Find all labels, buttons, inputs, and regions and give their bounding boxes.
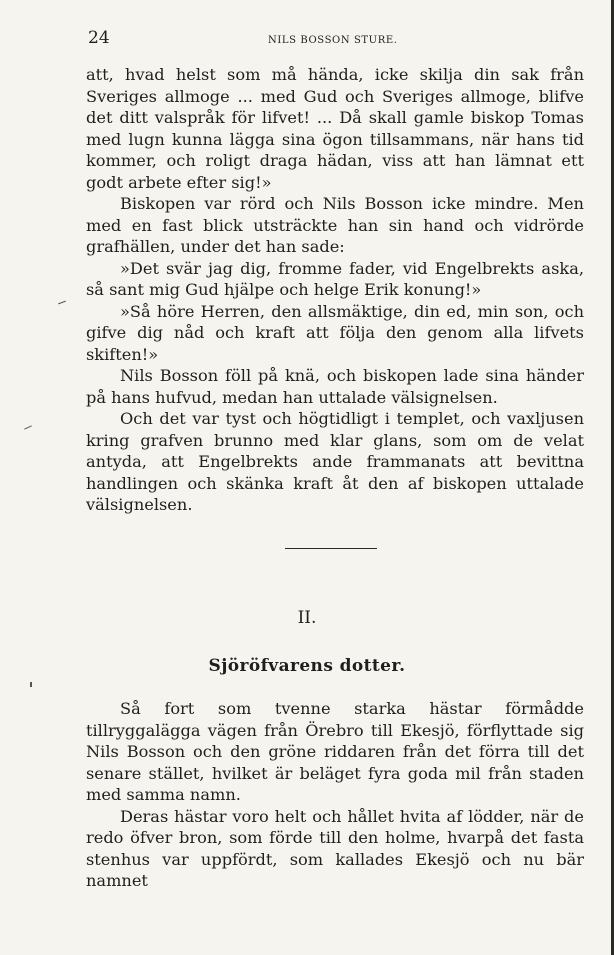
paragraph: Biskopen var rörd och Nils Bosson icke mindre. Men med en fast blick utsträckte han sin hand och vidrörde grafhällen, under det han sade:: [86, 194, 584, 256]
paragraph: Och det var tyst och högtidligt i templet, och vaxljusen kring grafven brunno med klar glans, som om de velat antyda, att Engelbrekts ande frammanats att bevittna handlingen och skänka kraft åt den af biskopen uttalade välsignelsen.: [86, 409, 584, 514]
margin-mark: [24, 425, 32, 429]
paragraph: »Det svär jag dig, fromme fader, vid Engelbrekts aska, så sant mig Gud hjälpe och helge Erik konung!»: [86, 258, 584, 299]
page-number: 24: [88, 28, 110, 48]
paragraph-continued: att, hvad helst som må hända, icke skilja din sak från Sveriges allmoge ... med Gud och Sveriges allmoge, blifve det ditt valspråk för lifvet! ... Då skall gamle biskop Tomas med lugn kunna lägga sina ögon tillsammans, när hans tid kommer, och roligt draga hädan, viss att han lämnat ett godt arbete efter sig!»: [86, 65, 584, 192]
paragraph: Deras hästar voro helt och hållet hvita af lödder, när de redo öfver bron, som förde till den holme, hvarpå det fasta stenhus var uppfördt, som kallades Ekesjö och nu bär namnet: [86, 806, 584, 890]
chapter-title: Sjöröfvarens dotter.: [208, 656, 406, 676]
section-1-text: [86, 64, 584, 516]
chapter-number: II.: [297, 608, 317, 628]
section-divider: [285, 548, 377, 549]
margin-mark: [58, 301, 66, 305]
running-head: NILS BOSSON STURE.: [268, 35, 398, 46]
paragraph: Nils Bosson föll på knä, och biskopen lade sina händer på hans hufvud, medan han uttalade välsignelsen.: [86, 366, 584, 407]
section-2-text: [86, 698, 584, 892]
margin-mark: [30, 682, 32, 687]
paragraph: »Så höre Herren, den allsmäktige, din ed, min son, och gifve dig nåd och kraft att följa den genom alla lifvets skiften!»: [86, 301, 584, 364]
paragraph: Så fort som tvenne starka hästar förmådde tillryggalägga vägen från Örebro till Ekesjö, förflyttade sig Nils Bosson och den gröne riddaren från det förra till det senare stället, hvilket är beläget fyra goda mil från staden med samma namn.: [86, 699, 584, 804]
